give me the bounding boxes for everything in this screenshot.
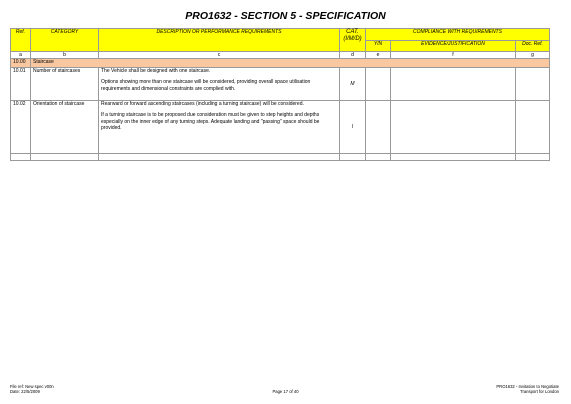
yn-header: Y/N <box>366 41 391 52</box>
footer-date: Date: 22/5/2009 <box>10 389 40 394</box>
specification-table <box>10 28 550 161</box>
row-description <box>99 101 340 154</box>
row-description <box>99 68 340 101</box>
footer-right <box>496 384 559 394</box>
row-evidence-cell[interactable] <box>391 68 516 101</box>
row-docref-cell[interactable] <box>516 101 550 154</box>
row-yn-cell[interactable] <box>366 68 391 101</box>
column-letter: c <box>99 52 340 59</box>
footer-file-ref: File ref: New spec v00n <box>10 384 54 389</box>
evidence-header: EVIDENCE/JUSTIFICATION <box>391 41 516 52</box>
column-letter: a <box>11 52 31 59</box>
cat-header-line2: (I/M/D) <box>343 36 362 42</box>
row-cat: I <box>340 101 366 154</box>
row-cat: M <box>340 68 366 101</box>
ref-header: Ref. <box>11 29 31 52</box>
section-row <box>11 59 550 68</box>
row-docref-cell[interactable] <box>516 68 550 101</box>
column-letter: b <box>31 52 99 59</box>
column-letter: f <box>391 52 516 59</box>
row-category: Orientation of staircase <box>31 101 99 154</box>
header-row <box>11 29 550 41</box>
compliance-header: COMPLIANCE WITH REQUIREMENTS <box>366 29 550 41</box>
description-header: DESCRIPTION OR PERFORMANCE REQUIREMENTS <box>99 29 340 52</box>
column-letter: e <box>366 52 391 59</box>
row-category: Number of staircases <box>31 68 99 101</box>
docref-header: Doc. Ref. <box>516 41 550 52</box>
row-yn-cell[interactable] <box>366 101 391 154</box>
footer-page-number: Page 17 of 40 <box>272 389 299 394</box>
footer-document-name: PRO1632 - Invitation to Negotiate <box>496 384 559 389</box>
footer-organisation: Transport for London <box>520 389 559 394</box>
description-paragraph: Rearward or forward ascending staircases (including a turning staircase) will be considered. <box>101 101 304 108</box>
column-letter: d <box>340 52 366 59</box>
section-ref: 10.00 <box>11 59 31 68</box>
section-name: Staircase <box>31 59 550 68</box>
category-header: CATEGORY <box>31 29 99 52</box>
row-ref: 10.02 <box>11 101 31 154</box>
row-ref: 10.01 <box>11 68 31 101</box>
description-paragraph: The Vehicle shall be designed with one staircase. <box>101 68 211 75</box>
page-title: PRO1632 - SECTION 5 - SPECIFICATION <box>185 10 386 22</box>
cat-header-line1: CAT. <box>346 29 359 35</box>
empty-row <box>11 154 550 161</box>
description-paragraph: If a turning staircase is to be proposed due consideration must be given to step heights and depths especially on the inner edge of any turning steps. Adequate landing and "passing" space should be provided. <box>101 112 320 131</box>
table-row <box>11 68 550 101</box>
table-row <box>11 101 550 154</box>
column-letter: g <box>516 52 550 59</box>
description-paragraph: Options showing more than one staircase will be considered, providing overall space utilisation requirements and dimensional constraints are complied with. <box>101 79 311 92</box>
column-letter-row <box>11 52 550 59</box>
cat-header <box>340 29 366 52</box>
row-evidence-cell[interactable] <box>391 101 516 154</box>
